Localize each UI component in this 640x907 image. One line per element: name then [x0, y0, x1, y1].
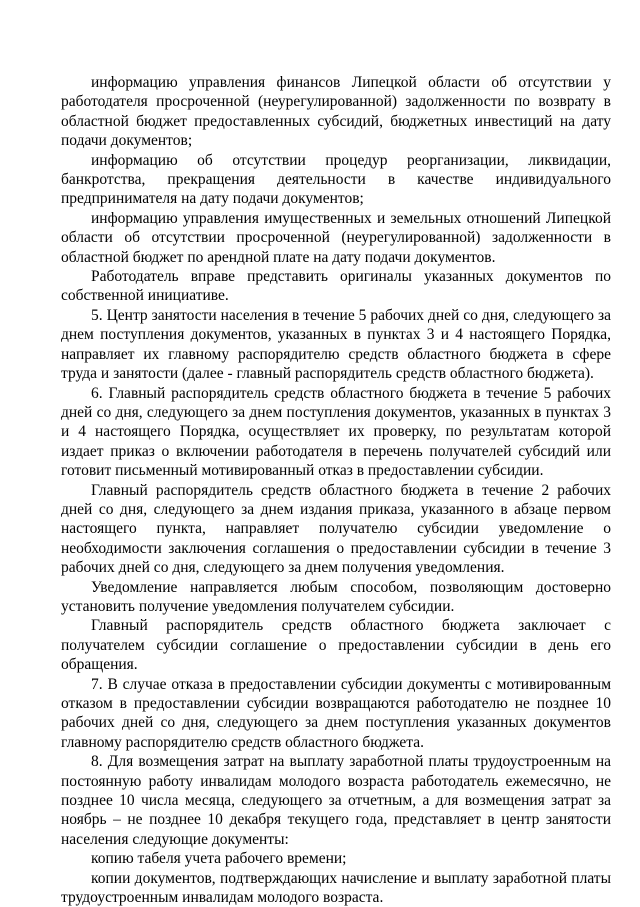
paragraph-item-7: 7. В случае отказа в предоставлении субсидии документы с мотивированным отказом в предоставлении субсидии возвращаются работодателю не позднее 10 рабочих дней со дня, следующего за днем поступления указанных документов главному распорядителю средств областного бюджета.: [61, 675, 611, 751]
paragraph-item-5: 5. Центр занятости населения в течение 5 рабочих дней со дня, следующего за днем поступления документов, указанных в пунктах 3 и 4 настоящего Порядка, направляет их главному распорядителю средств областного бюджета в сфере труда и занятости (далее - главный распорядитель средств областного бюджета).: [61, 306, 611, 383]
paragraph-item-6: 6. Главный распорядитель средств областного бюджета в течение 5 рабочих дней со дня, следующего за днем поступления документов, указанных в пунктах 3 и 4 настоящего Порядка, осуществляет их проверку, по результатам которой издает приказ о включении работодателя в перечень получателей субсидий или готовит письменный мотивированный отказ в предоставлении субсидии.: [61, 384, 611, 480]
paragraph-property-relations-info: информацию управления имущественных и земельных отношений Липецкой области об отсутствии просроченной (неурегулированной) задолженности в областной бюджет по арендной плате на дату подачи документов.: [61, 209, 611, 266]
paragraph-timesheet-copy: копию табеля учета рабочего времени;: [91, 850, 347, 868]
paragraph-salary-documents: копии документов, подтверждающих начисление и выплату заработной платы трудоустроенным инвалидам молодого возраста.: [61, 869, 611, 907]
paragraph-employer-right: Работодатель вправе представить оригиналы указанных документов по собственной инициативе.: [61, 268, 611, 305]
paragraph-finance-info: информацию управления финансов Липецкой области об отсутствии у работодателя просроченной (неурегулированной) задолженности по возврату в областной бюджет предоставленных субсидий, бюджетных инвестиций на дату подачи документов;: [61, 74, 611, 150]
paragraph-agreement-conclusion: Главный распорядитель средств областного бюджета заключает с получателем субсидии соглашение о предоставлении субсидии в день его обращения.: [61, 617, 611, 674]
paragraph-notification-method: Уведомление направляется любым способом, позволяющим достоверно установить получение уведомления получателем субсидии.: [61, 578, 611, 615]
paragraph-item-8: 8. Для возмещения затрат на выплату заработной платы трудоустроенным на постоянную работу инвалидам молодого возраста работодатель ежемесячно, не позднее 10 числа месяца, следующего за отчетным, а для возмещения затрат за ноябрь – не позднее 10 декабря текущего года, представляет в центр занятости населения следующие документы:: [61, 753, 611, 848]
paragraph-notification-deadline: Главный распорядитель средств областного бюджета в течение 2 рабочих дней со дня, следующего за днем издания приказа, указанного в абзаце первом настоящего пункта, направляет получателю субсидии уведомление о необходимости заключения соглашения о предоставлении субсидии в течение 3 рабочих дней со дня, следующего за днем получения уведомления.: [61, 481, 611, 577]
paragraph-no-reorganization-info: информацию об отсутствии процедур реорганизации, ликвидации, банкротства, прекращения деятельности в качестве индивидуального предпринимателя на дату подачи документов;: [61, 151, 611, 208]
